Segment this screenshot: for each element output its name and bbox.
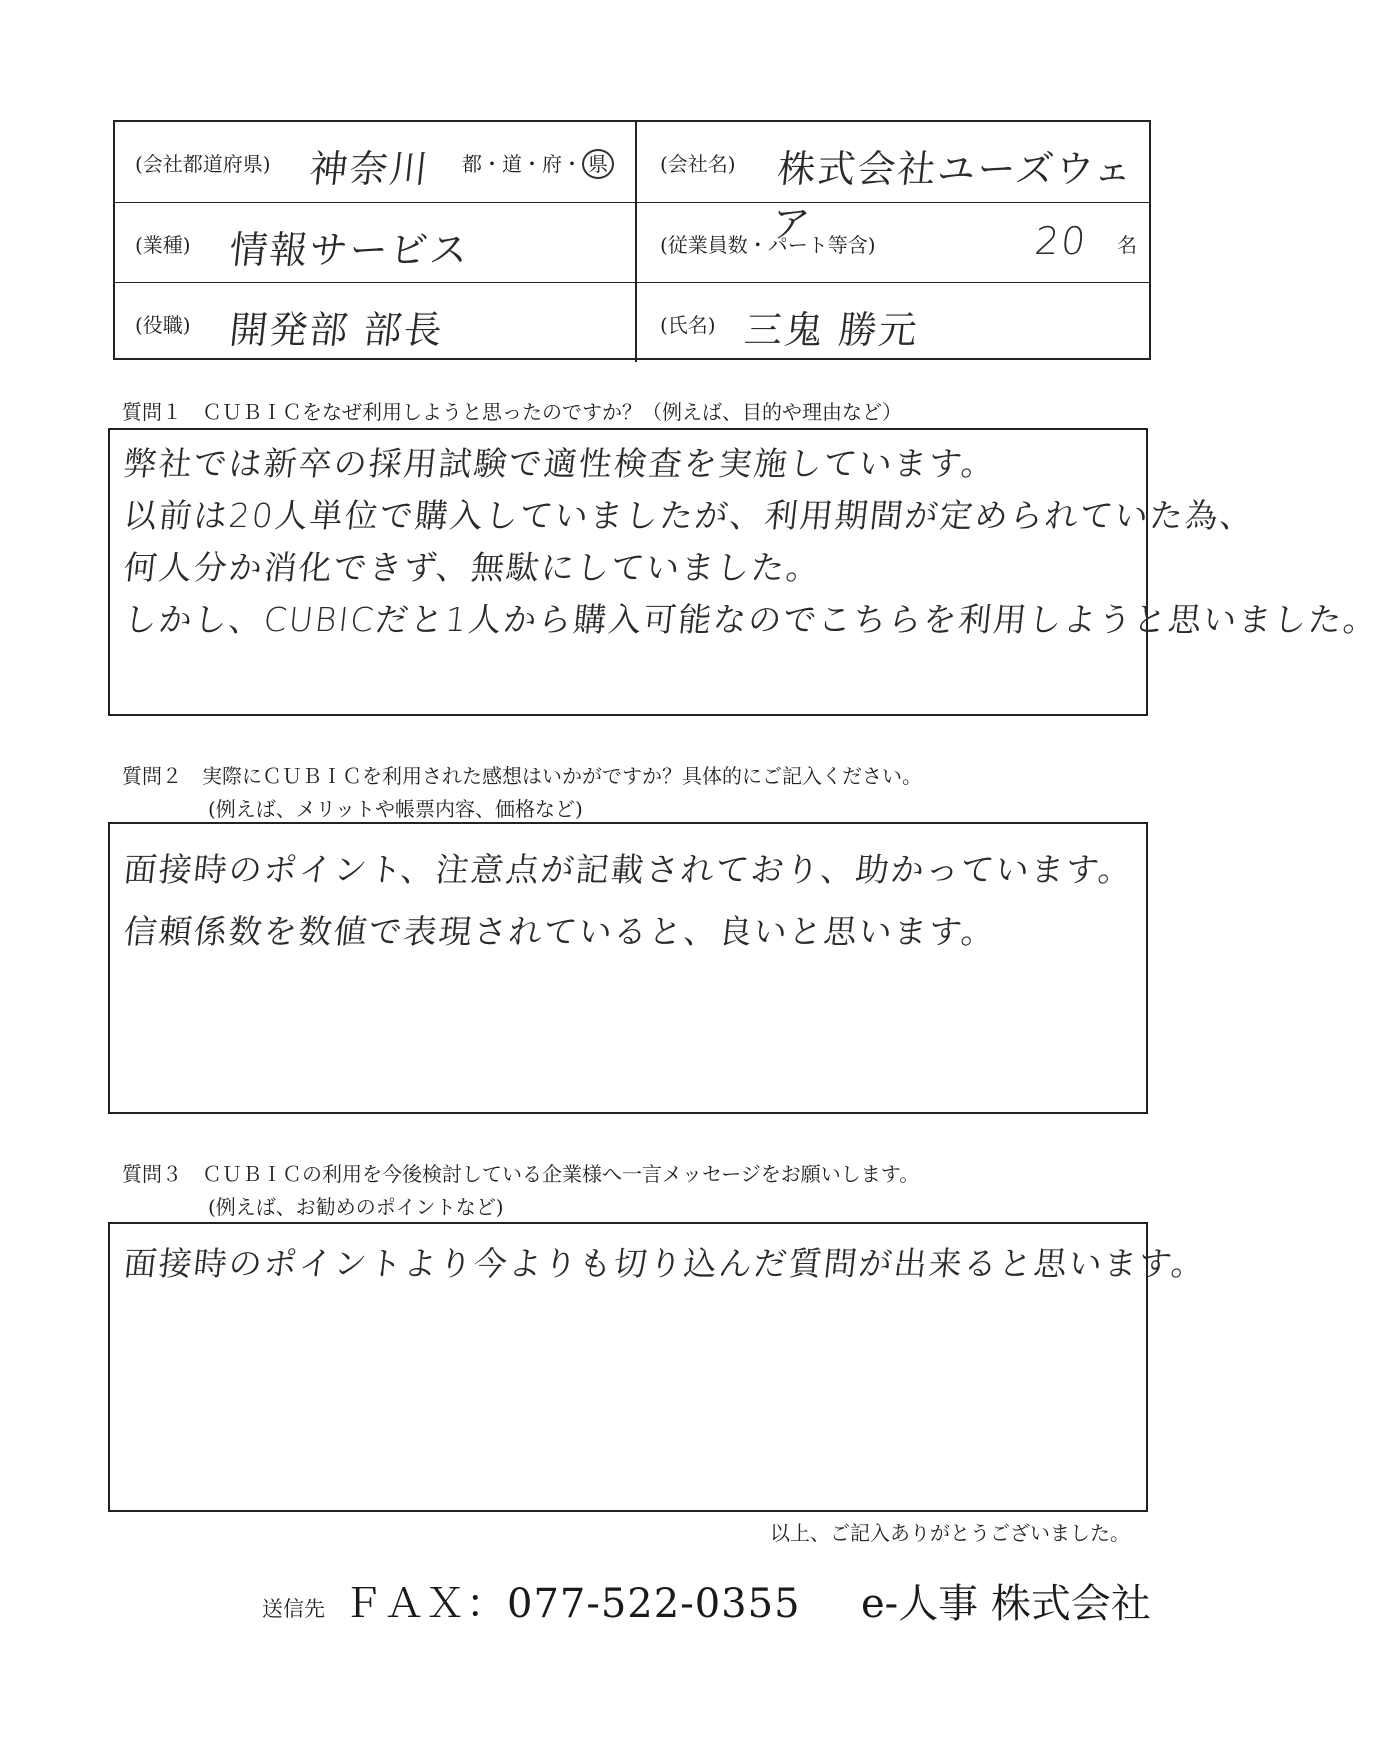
- answer-1-line-4: しかし、CUBICだと1人から購入可能なのでこちらを利用しようと思いました。: [121, 600, 1381, 639]
- name-value: 三鬼 勝元: [742, 308, 922, 352]
- industry-value: 情報サービス: [227, 228, 472, 272]
- column-divider: [635, 203, 637, 282]
- question-3-hint: (例えば、お勧めのポイントなど): [208, 1195, 504, 1219]
- column-divider: [635, 122, 637, 202]
- name-label: (氏名): [660, 313, 716, 337]
- question-2: [122, 760, 922, 822]
- question-1: [122, 396, 902, 425]
- answer-1-line-1: 弊社では新卒の採用試験で適性検査を実施しています。: [121, 444, 999, 483]
- question-2-hint: (例えば、メリットや帳票内容、価格など): [208, 797, 583, 821]
- question-1-text: 質問１ ＣＵＢＩＣをなぜ利用しようと思ったのですか？（例えば、目的や理由など）: [122, 400, 902, 424]
- info-row-2: [115, 202, 1149, 282]
- prefecture-options-text: 都・道・府・: [462, 152, 582, 176]
- info-table: [113, 120, 1151, 360]
- answer-box-2: [108, 822, 1148, 1114]
- position-label: (役職): [135, 313, 191, 337]
- answer-2-line-1: 面接時のポイント、注意点が記載されており、助かっています。: [121, 850, 1136, 889]
- prefecture-options: [462, 148, 614, 179]
- column-divider: [635, 283, 637, 362]
- question-3: [122, 1158, 919, 1220]
- position-value: 開発部 部長: [227, 308, 447, 352]
- industry-label: (業種): [135, 233, 191, 257]
- question-3-text: 質問３ ＣＵＢＩＣの利用を今後検討している企業様へ一言メッセージをお願いします。: [122, 1162, 920, 1186]
- answer-1-line-3: 何人分か消化できず、無駄にしていました。: [121, 548, 824, 587]
- prefecture-label: (会社都道府県): [135, 152, 271, 176]
- question-2-text: 質問２ 実際にＣＵＢＩＣを利用された感想はいかがですか？具体的にご記入ください。: [122, 764, 922, 788]
- prefecture-selected-circle: 県: [582, 149, 614, 179]
- employees-unit: 名: [1117, 233, 1137, 257]
- footer-company-name: e-人事 株式会社: [861, 1581, 1151, 1627]
- employees-label: (従業員数・パート等含): [660, 233, 876, 257]
- info-row-3: [115, 282, 1149, 362]
- company-value: 株式会社ユーズウェア: [769, 147, 1137, 246]
- company-label: (会社名): [660, 152, 736, 176]
- answer-2-line-2: 信頼係数を数値で表現されていると、良いと思います。: [121, 912, 999, 951]
- closing-text: 以上、ご記入ありがとうございました。: [770, 1521, 1130, 1545]
- answer-1-line-2: 以前は20人単位で購入していましたが、利用期間が定められていた為、: [121, 496, 1257, 535]
- answer-box-1: [108, 428, 1381, 716]
- answer-box-3: [108, 1222, 1209, 1512]
- employees-value: 20: [1032, 219, 1090, 263]
- footer-fax-number: ＦＡＸ：077-522-0355: [343, 1581, 801, 1627]
- prefecture-value: 神奈川: [307, 147, 432, 191]
- answer-3-line-1: 面接時のポイントより今よりも切り込んだ質問が出来ると思います。: [121, 1244, 1209, 1283]
- footer-send-label: 送信先: [262, 1597, 325, 1621]
